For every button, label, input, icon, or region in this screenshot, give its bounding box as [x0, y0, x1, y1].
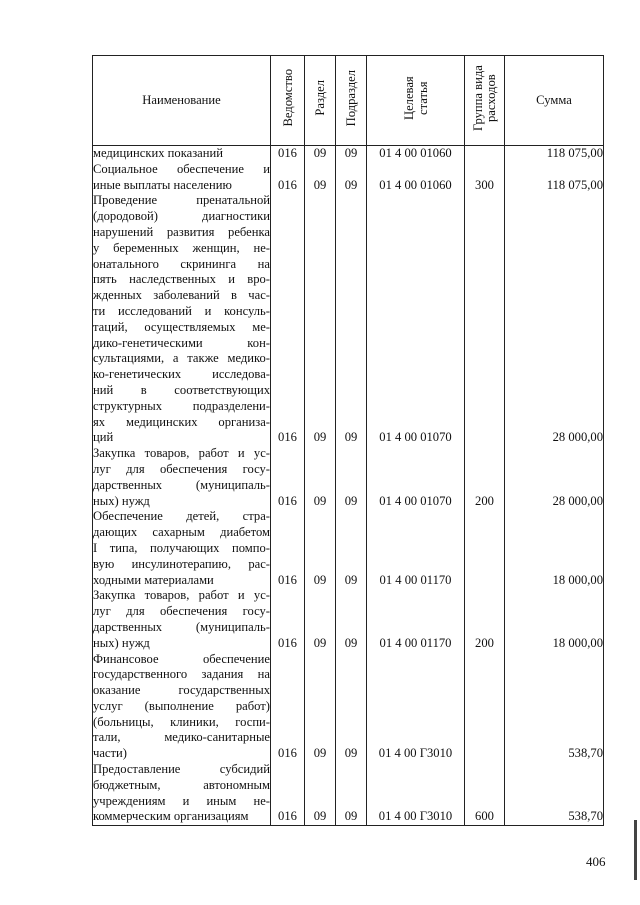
row-summa: 18 000,00 — [505, 588, 604, 651]
budget-table — [92, 55, 604, 826]
row-vedomstvo: 016 — [271, 162, 305, 194]
table-header-row — [93, 56, 604, 146]
row-celevaya-statya: 01 4 00 01070 — [367, 193, 465, 446]
row-name-line: ных) нужд — [93, 635, 150, 650]
row-celevaya-statya: 01 4 00 01170 — [367, 509, 465, 588]
row-summa: 118 075,00 — [505, 162, 604, 194]
row-name-line: ний в соответствующих — [93, 382, 270, 397]
row-name-line: онатального скрининга на — [93, 256, 270, 271]
row-name-line: (дородовой) диагностики — [93, 209, 270, 224]
row-podrazdel: 09 — [336, 146, 367, 162]
row-name-line: учреждениям и иным не- — [93, 793, 270, 808]
margin-mark — [634, 820, 637, 880]
table-row — [93, 588, 604, 651]
row-name-line: вую инсулинотерапию, рас- — [93, 556, 270, 571]
row-vedomstvo: 016 — [271, 652, 305, 763]
row-name-line: оказание государственных — [93, 683, 270, 698]
row-name-line: ций — [93, 430, 114, 445]
row-name-line: ходными материалами — [93, 572, 214, 587]
row-name — [93, 146, 271, 162]
row-podrazdel: 09 — [336, 652, 367, 763]
row-name — [93, 162, 271, 194]
row-name — [93, 193, 271, 446]
row-summa: 18 000,00 — [505, 509, 604, 588]
row-podrazdel: 09 — [336, 446, 367, 509]
row-name-line: дарственных (муниципаль- — [93, 477, 270, 492]
row-name-line: части) — [93, 746, 127, 761]
row-name-line: пять наследственных и вро- — [93, 272, 270, 287]
table-row — [93, 652, 604, 763]
row-name-line: услуг (выполнение работ) — [93, 698, 270, 713]
row-name-line: сультациями, а также медико- — [93, 351, 270, 366]
row-podrazdel: 09 — [336, 509, 367, 588]
row-podrazdel: 09 — [336, 588, 367, 651]
row-name-line: Предоставление субсидий — [93, 762, 270, 777]
row-name-line: Закупка товаров, работ и ус- — [93, 446, 270, 461]
row-gruppa-vida-rashodov — [465, 652, 505, 763]
row-name-line: государственного задания на — [93, 667, 270, 682]
table-row — [93, 509, 604, 588]
row-vedomstvo: 016 — [271, 588, 305, 651]
row-razdel: 09 — [305, 193, 336, 446]
row-celevaya-statya: 01 4 00 01070 — [367, 446, 465, 509]
row-name-line: медицинских показаний — [93, 146, 223, 160]
table-row — [93, 446, 604, 509]
row-gruppa-vida-rashodov — [465, 193, 505, 446]
row-razdel: 09 — [305, 146, 336, 162]
row-name-line: Социальное обеспечение и — [93, 161, 270, 176]
row-gruppa-vida-rashodov — [465, 146, 505, 162]
header-podrazdel: Подраздел — [336, 56, 367, 146]
row-name-line: дающих сахарным диабетом — [93, 525, 270, 540]
row-summa: 118 075,00 — [505, 146, 604, 162]
row-name-line: коммерческим организациям — [93, 809, 249, 824]
row-celevaya-statya: 01 4 00 01060 — [367, 146, 465, 162]
row-summa: 28 000,00 — [505, 193, 604, 446]
row-name-line: дико-генетическими кон- — [93, 335, 270, 350]
row-name-line: ти исследований и консуль- — [93, 303, 270, 318]
table-row — [93, 162, 604, 194]
row-name-line: тали, медико-санитарные — [93, 730, 270, 745]
row-name-line: дарственных (муниципаль- — [93, 619, 270, 634]
row-podrazdel: 09 — [336, 162, 367, 194]
row-name-line: Обеспечение детей, стра- — [93, 509, 270, 524]
row-name — [93, 509, 271, 588]
row-podrazdel: 09 — [336, 762, 367, 826]
row-name-line: луг для обеспечения госу- — [93, 461, 270, 476]
row-vedomstvo: 016 — [271, 146, 305, 162]
row-gruppa-vida-rashodov: 600 — [465, 762, 505, 826]
row-name — [93, 652, 271, 763]
row-podrazdel: 09 — [336, 193, 367, 446]
row-summa: 28 000,00 — [505, 446, 604, 509]
row-gruppa-vida-rashodov: 200 — [465, 446, 505, 509]
row-name-line: Финансовое обеспечение — [93, 651, 270, 666]
row-name-line: бюджетным, автономным — [93, 777, 270, 792]
row-celevaya-statya: 01 4 00 Г3010 — [367, 762, 465, 826]
row-name-line: I типа, получающих помпо- — [93, 540, 270, 555]
row-name-line: ях медицинских организа- — [93, 414, 270, 429]
row-name — [93, 588, 271, 651]
row-summa: 538,70 — [505, 652, 604, 763]
row-name-line: у беременных женщин, не- — [93, 240, 270, 255]
header-celevaya-statya: Целевая статья — [367, 56, 465, 146]
table-row — [93, 762, 604, 826]
row-name-line: иные выплаты населению — [93, 177, 232, 192]
row-name-line: Закупка товаров, работ и ус- — [93, 588, 270, 603]
row-name — [93, 446, 271, 509]
row-name-line: структурных подразделени- — [93, 398, 270, 413]
row-name-line: (больницы, клиники, госпи- — [93, 714, 270, 729]
row-vedomstvo: 016 — [271, 193, 305, 446]
page-number: 406 — [586, 854, 606, 869]
row-celevaya-statya: 01 4 00 01060 — [367, 162, 465, 194]
row-celevaya-statya: 01 4 00 01170 — [367, 588, 465, 651]
row-name-line: ных) нужд — [93, 493, 150, 508]
row-vedomstvo: 016 — [271, 762, 305, 826]
row-summa: 538,70 — [505, 762, 604, 826]
row-razdel: 09 — [305, 446, 336, 509]
table-row — [93, 193, 604, 446]
row-name-line: нарушений развития ребенка — [93, 224, 270, 239]
row-name-line: жденных заболеваний в час- — [93, 288, 270, 303]
row-gruppa-vida-rashodov — [465, 509, 505, 588]
row-name-line: ко-генетических исследова- — [93, 367, 270, 382]
row-vedomstvo: 016 — [271, 446, 305, 509]
row-razdel: 09 — [305, 588, 336, 651]
header-razdel: Раздел — [305, 56, 336, 146]
row-name-line: луг для обеспечения госу- — [93, 604, 270, 619]
row-razdel: 09 — [305, 162, 336, 194]
table-row — [93, 146, 604, 162]
row-name-line: таций, осуществляемых ме- — [93, 319, 270, 334]
header-vedomstvo: Ведомство — [271, 56, 305, 146]
row-celevaya-statya: 01 4 00 Г3010 — [367, 652, 465, 763]
header-summa: Сумма — [505, 56, 604, 146]
header-gruppa-vida-rashodov: Группа вида расходов — [465, 56, 505, 146]
row-razdel: 09 — [305, 762, 336, 826]
row-name-line: Проведение пренатальной — [93, 193, 270, 208]
row-razdel: 09 — [305, 509, 336, 588]
row-razdel: 09 — [305, 652, 336, 763]
header-name: Наименование — [93, 56, 271, 146]
row-name — [93, 762, 271, 826]
row-gruppa-vida-rashodov: 300 — [465, 162, 505, 194]
row-vedomstvo: 016 — [271, 509, 305, 588]
row-gruppa-vida-rashodov: 200 — [465, 588, 505, 651]
